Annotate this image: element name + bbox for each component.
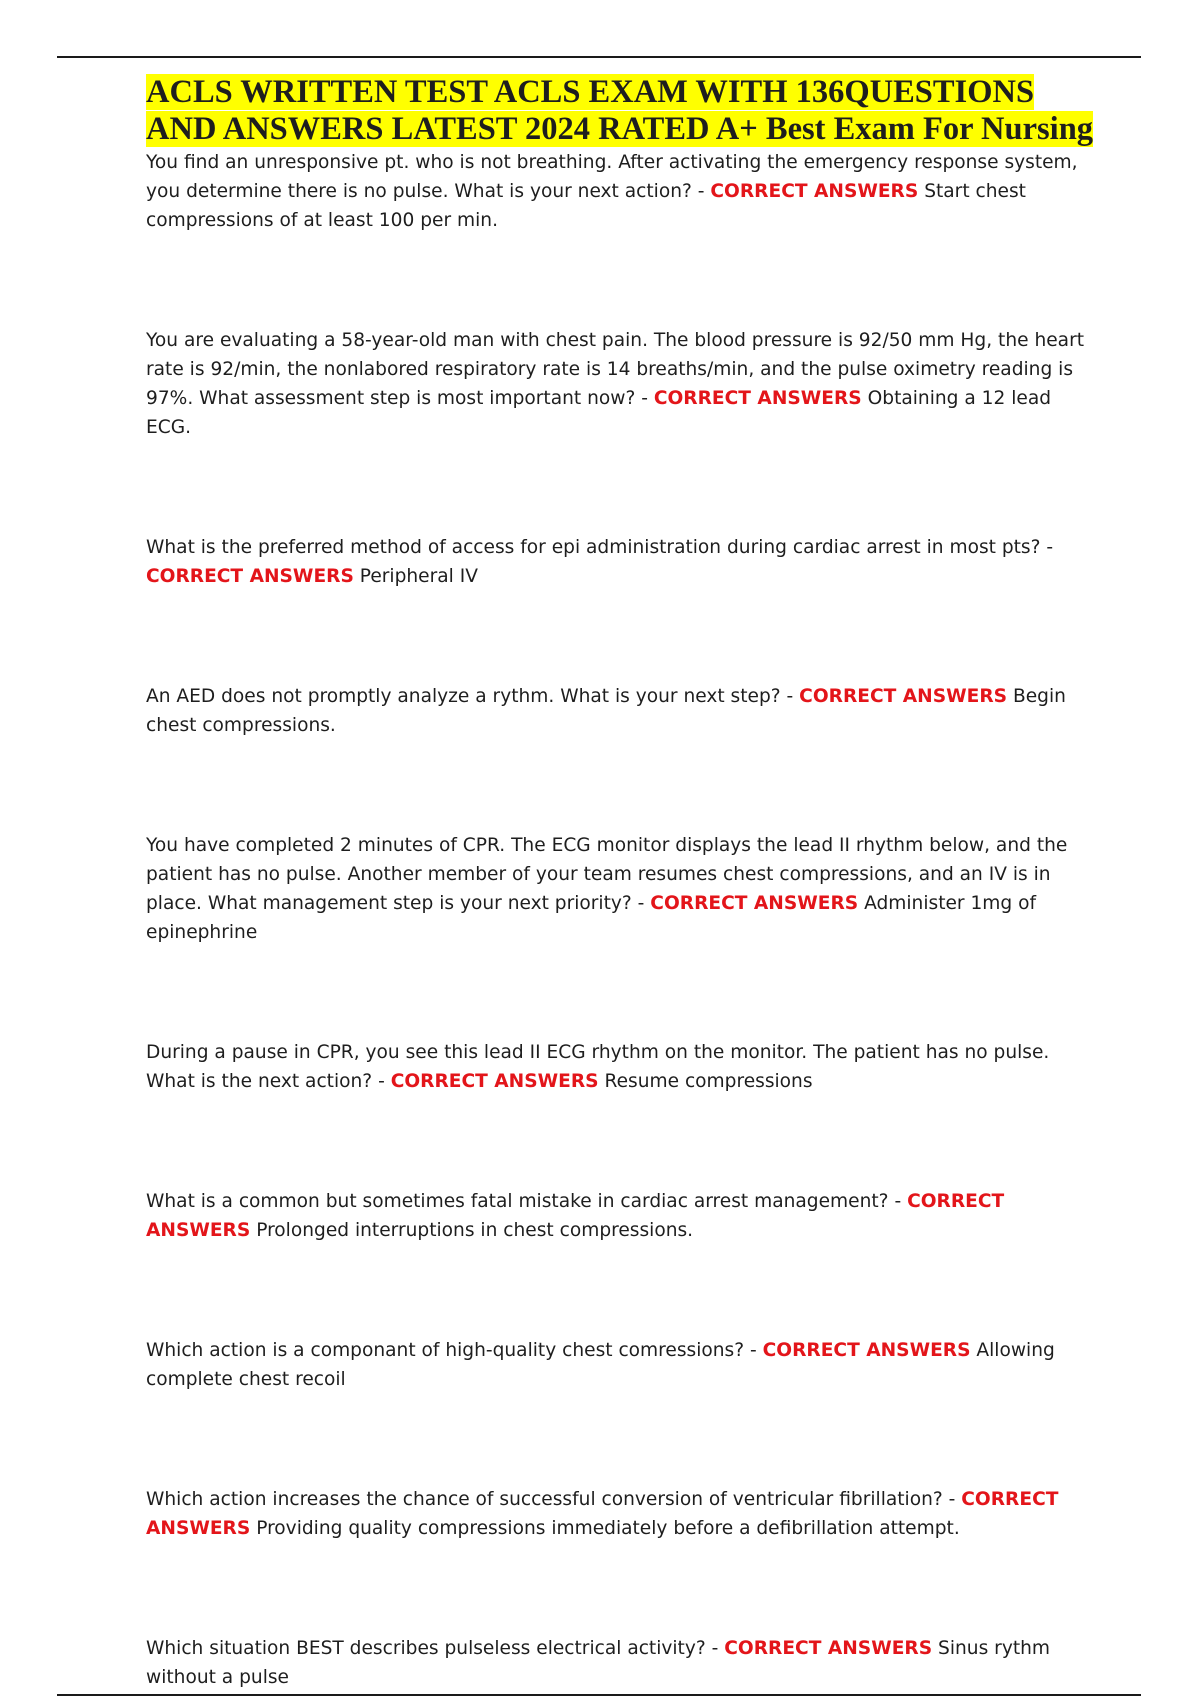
separator: - xyxy=(1040,537,1054,558)
correct-answers-label: CORRECT ANSWERS xyxy=(146,566,354,587)
item-spacer xyxy=(146,947,1096,1038)
item-spacer xyxy=(146,235,1096,326)
correct-answers-label: CORRECT ANSWERS xyxy=(650,893,859,914)
item-spacer xyxy=(146,1394,1096,1485)
qa-item xyxy=(146,1038,1096,1096)
answer-text: Obtaining a 12 lead ECG. xyxy=(146,388,1052,438)
qa-item xyxy=(146,326,1096,442)
item-spacer xyxy=(146,591,1096,682)
qa-item xyxy=(146,1634,1096,1692)
separator: - xyxy=(635,388,654,409)
qa-item xyxy=(146,682,1096,740)
separator: - xyxy=(631,893,651,914)
document-body xyxy=(146,74,1096,1692)
answer-text: Providing quality compressions immediately before a defibrillation attempt. xyxy=(256,1518,960,1539)
question-text: An AED does not promptly analyze a rythm. What is your next step? xyxy=(146,686,781,707)
answer-text: Resume compressions xyxy=(604,1071,813,1092)
separator: - xyxy=(888,1191,908,1212)
correct-answers-label: CORRECT ANSWERS xyxy=(710,181,919,202)
question-text: Which action is a componant of high-quality chest comressions? xyxy=(146,1340,745,1361)
qa-item xyxy=(146,1187,1096,1245)
item-spacer xyxy=(146,1245,1096,1336)
question-text: Which action increases the chance of successful conversion of ventricular fibrillation? xyxy=(146,1489,943,1510)
separator: - xyxy=(942,1489,962,1510)
qa-item xyxy=(146,148,1096,235)
question-text: What is a common but sometimes fatal mistake in cardiac arrest management? xyxy=(146,1191,889,1212)
separator: - xyxy=(744,1340,763,1361)
correct-answers-label: CORRECT ANSWERS xyxy=(146,1489,1059,1539)
question-text: You find an unresponsive pt. who is not breathing. After activating the emergency response system, you determine there is no pulse. What is your next action? xyxy=(146,152,1078,202)
question-text: What is the preferred method of access for epi administration during cardiac arrest in most pts? xyxy=(146,537,1041,558)
correct-answers-label: CORRECT ANSWERS xyxy=(799,686,1008,707)
qa-item xyxy=(146,1485,1096,1543)
question-text: During a pause in CPR, you see this lead II ECG rhythm on the monitor. The patient has no pulse. What is the next action? xyxy=(146,1042,1050,1092)
item-spacer xyxy=(146,740,1096,831)
qa-list xyxy=(146,148,1096,1692)
top-rule xyxy=(57,56,1141,58)
bottom-rule xyxy=(57,1694,1141,1696)
answer-text: Allowing complete chest recoil xyxy=(146,1340,1055,1390)
answer-text: Sinus rythm without a pulse xyxy=(146,1638,1051,1688)
qa-item xyxy=(146,533,1096,591)
qa-item xyxy=(146,1336,1096,1394)
separator: - xyxy=(705,1638,725,1659)
correct-answers-label: CORRECT ANSWERS xyxy=(390,1071,599,1092)
answer-text: Prolonged interruptions in chest compressions. xyxy=(256,1220,694,1241)
item-spacer xyxy=(146,442,1096,533)
item-spacer xyxy=(146,1543,1096,1634)
correct-answers-label: CORRECT ANSWERS xyxy=(146,1191,1005,1241)
answer-text: Begin chest compressions. xyxy=(146,686,1066,736)
answer-text: Start chest compressions of at least 100 per min. xyxy=(146,181,1026,231)
correct-answers-label: CORRECT ANSWERS xyxy=(653,388,862,409)
separator: - xyxy=(372,1071,391,1092)
separator: - xyxy=(691,181,711,202)
item-spacer xyxy=(146,1096,1096,1187)
correct-answers-label: CORRECT ANSWERS xyxy=(724,1638,933,1659)
answer-text: Administer 1mg of epinephrine xyxy=(146,893,1037,943)
qa-item xyxy=(146,831,1096,947)
answer-text: Peripheral IV xyxy=(359,566,478,587)
correct-answers-label: CORRECT ANSWERS xyxy=(762,1340,971,1361)
question-text: You have completed 2 minutes of CPR. The ECG monitor displays the lead II rhythm below, and the patient has no pulse. Another member of your team resumes chest compressions, and an IV is in place. What management step is your next priority? xyxy=(146,835,1068,914)
separator: - xyxy=(780,686,800,707)
question-text: Which situation BEST describes pulseless electrical activity? xyxy=(146,1638,706,1659)
question-text: You are evaluating a 58-year-old man with chest pain. The blood pressure is 92/50 mm Hg, the heart rate is 92/min, the nonlabored respiratory rate is 14 breaths/min, and the pulse oximetry reading is 97%. What assessment step is most important now? xyxy=(146,330,1085,409)
document-title: ACLS WRITTEN TEST ACLS EXAM WITH 136QUESTIONS AND ANSWERS LATEST 2024 RATED A+ Best Exam For Nursing xyxy=(146,74,1094,147)
